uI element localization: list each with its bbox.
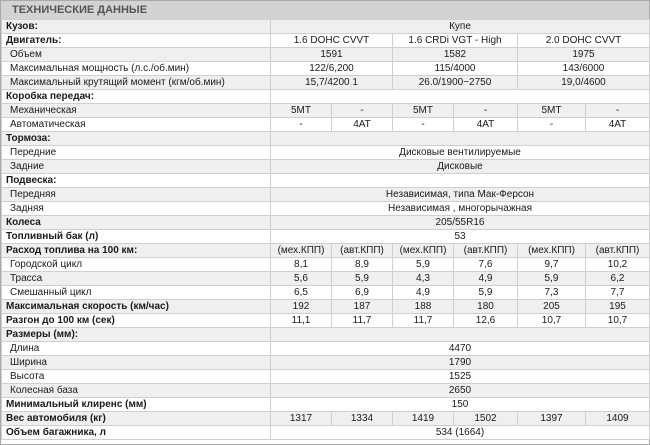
spec-value: 19,0/4600: [518, 76, 650, 90]
spec-value: 5MT: [393, 104, 454, 118]
spec-label: Максимальный крутящий момент (кгм/об.мин): [2, 76, 271, 90]
spec-value: 5,9: [332, 272, 393, 286]
spec-value: 1317: [271, 412, 332, 426]
spec-row: [2, 272, 650, 286]
spec-value: -: [393, 118, 454, 132]
spec-label: Максимальная мощность (л.с./об.мин): [2, 62, 271, 76]
spec-value: 4470: [271, 342, 650, 356]
spec-value: 15,7/4200 1: [271, 76, 393, 90]
spec-value: 53: [271, 230, 650, 244]
spec-value: 1.6 DOHC CVVT: [271, 34, 393, 48]
spec-label: Размеры (мм):: [2, 328, 271, 342]
spec-value: (мех.КПП): [271, 244, 332, 258]
spec-value: 205: [518, 300, 586, 314]
spec-value: 5MT: [271, 104, 332, 118]
spec-row: [2, 146, 650, 160]
spec-value: 4AT: [454, 118, 518, 132]
spec-label: Колеса: [2, 216, 271, 230]
spec-value: 5,9: [393, 258, 454, 272]
spec-value: [271, 328, 650, 342]
spec-row: [2, 104, 650, 118]
spec-label: Задняя: [2, 202, 271, 216]
spec-value: 11,1: [271, 314, 332, 328]
spec-value: (авт.КПП): [454, 244, 518, 258]
spec-value: 10,2: [586, 258, 650, 272]
spec-value: 4AT: [586, 118, 650, 132]
spec-label: Тормоза:: [2, 132, 271, 146]
spec-value: Дисковые вентилируемые: [271, 146, 650, 160]
spec-label: Городской цикл: [2, 258, 271, 272]
spec-value: 4,3: [393, 272, 454, 286]
spec-label: Кузов:: [2, 20, 271, 34]
spec-label: Передние: [2, 146, 271, 160]
spec-section-row: [2, 398, 650, 412]
spec-value: 115/4000: [393, 62, 518, 76]
spec-value: 10,7: [586, 314, 650, 328]
spec-value: 143/6000: [518, 62, 650, 76]
spec-value: 12,6: [454, 314, 518, 328]
spec-value: -: [454, 104, 518, 118]
spec-value: 1419: [393, 412, 454, 426]
spec-row: [2, 384, 650, 398]
spec-section-row: [2, 314, 650, 328]
spec-value: 1502: [454, 412, 518, 426]
spec-section-row: [2, 90, 650, 104]
spec-label: Автоматическая: [2, 118, 271, 132]
spec-value: Независимая, типа Мак-Ферсон: [271, 188, 650, 202]
section-banner: ТЕХНИЧЕСКИЕ ДАННЫЕ: [1, 1, 649, 19]
spec-label: Задние: [2, 160, 271, 174]
spec-value: 1790: [271, 356, 650, 370]
spec-label: Минимальный клиренс (мм): [2, 398, 271, 412]
spec-row: [2, 258, 650, 272]
spec-section-row: [2, 328, 650, 342]
spec-value: (авт.КПП): [586, 244, 650, 258]
spec-value: Купе: [271, 20, 650, 34]
spec-value: 8,9: [332, 258, 393, 272]
spec-value: 9,7: [518, 258, 586, 272]
spec-label: Колесная база: [2, 384, 271, 398]
spec-row: [2, 62, 650, 76]
spec-value: [271, 90, 650, 104]
spec-row: [2, 356, 650, 370]
spec-value: 8,1: [271, 258, 332, 272]
spec-label: Коробка передач:: [2, 90, 271, 104]
spec-value: 150: [271, 398, 650, 412]
spec-value: -: [271, 118, 332, 132]
spec-value: (мех.КПП): [518, 244, 586, 258]
spec-section-row: [2, 244, 650, 258]
spec-value: 7,6: [454, 258, 518, 272]
spec-value: 7,3: [518, 286, 586, 300]
spec-value: 1582: [393, 48, 518, 62]
spec-label: Трасса: [2, 272, 271, 286]
spec-value: 1975: [518, 48, 650, 62]
spec-value: 180: [454, 300, 518, 314]
spec-section-row: [2, 34, 650, 48]
spec-value: 188: [393, 300, 454, 314]
spec-value: 1409: [586, 412, 650, 426]
spec-label: Вес автомобиля (кг): [2, 412, 271, 426]
spec-label: Высота: [2, 370, 271, 384]
spec-section-row: [2, 132, 650, 146]
spec-value: 192: [271, 300, 332, 314]
spec-value: 6,9: [332, 286, 393, 300]
spec-label: Расход топлива на 100 км:: [2, 244, 271, 258]
spec-value: 11,7: [393, 314, 454, 328]
spec-value: 195: [586, 300, 650, 314]
spec-value: 10,7: [518, 314, 586, 328]
spec-value: 6,5: [271, 286, 332, 300]
spec-value: [271, 132, 650, 146]
spec-section-row: [2, 216, 650, 230]
spec-label: Двигатель:: [2, 34, 271, 48]
spec-value: 5,6: [271, 272, 332, 286]
spec-row: [2, 342, 650, 356]
spec-row: [2, 118, 650, 132]
spec-value: 4AT: [332, 118, 393, 132]
spec-value: Независимая , многорычажная: [271, 202, 650, 216]
spec-value: 1334: [332, 412, 393, 426]
spec-row: [2, 370, 650, 384]
spec-section-row: [2, 174, 650, 188]
spec-label: Механическая: [2, 104, 271, 118]
spec-value: 2.0 DOHC CVVT: [518, 34, 650, 48]
spec-value: 5MT: [518, 104, 586, 118]
spec-value: (авт.КПП): [332, 244, 393, 258]
spec-value: 4,9: [393, 286, 454, 300]
spec-value: 1397: [518, 412, 586, 426]
spec-value: 1591: [271, 48, 393, 62]
spec-label: Длина: [2, 342, 271, 356]
spec-section-row: [2, 20, 650, 34]
spec-label: Максимальная скорость (км/час): [2, 300, 271, 314]
spec-label: Объем: [2, 48, 271, 62]
spec-row: [2, 188, 650, 202]
spec-value: 187: [332, 300, 393, 314]
spec-label: Подвеска:: [2, 174, 271, 188]
spec-value: 11,7: [332, 314, 393, 328]
spec-value: 205/55R16: [271, 216, 650, 230]
spec-row: [2, 76, 650, 90]
spec-label: Смешанный цикл: [2, 286, 271, 300]
spec-row: [2, 160, 650, 174]
spec-value: 4,9: [454, 272, 518, 286]
spec-value: 5,9: [454, 286, 518, 300]
spec-section-row: [2, 412, 650, 426]
spec-value: 26.0/1900~2750: [393, 76, 518, 90]
spec-value: -: [332, 104, 393, 118]
spec-section-row: [2, 300, 650, 314]
spec-value: 1525: [271, 370, 650, 384]
spec-label: Ширина: [2, 356, 271, 370]
spec-table-body: [2, 20, 650, 440]
spec-label: Топливный бак (л): [2, 230, 271, 244]
spec-label: Разгон до 100 км (сек): [2, 314, 271, 328]
spec-row: [2, 286, 650, 300]
spec-label: Передняя: [2, 188, 271, 202]
spec-value: 122/6,200: [271, 62, 393, 76]
spec-value: 534 (1664): [271, 426, 650, 440]
spec-value: (мех.КПП): [393, 244, 454, 258]
spec-value: 2650: [271, 384, 650, 398]
spec-label: Объем багажника, л: [2, 426, 271, 440]
spec-value: 7,7: [586, 286, 650, 300]
spec-value: 6,2: [586, 272, 650, 286]
spec-value: [271, 174, 650, 188]
spec-row: [2, 202, 650, 216]
spec-value: Дисковые: [271, 160, 650, 174]
spec-value: 1.6 CRDi VGT - High: [393, 34, 518, 48]
spec-section-row: [2, 230, 650, 244]
spec-table: [1, 19, 650, 440]
spec-value: 5,9: [518, 272, 586, 286]
spec-value: -: [586, 104, 650, 118]
spec-row: [2, 48, 650, 62]
spec-value: -: [518, 118, 586, 132]
spec-section-row: [2, 426, 650, 440]
